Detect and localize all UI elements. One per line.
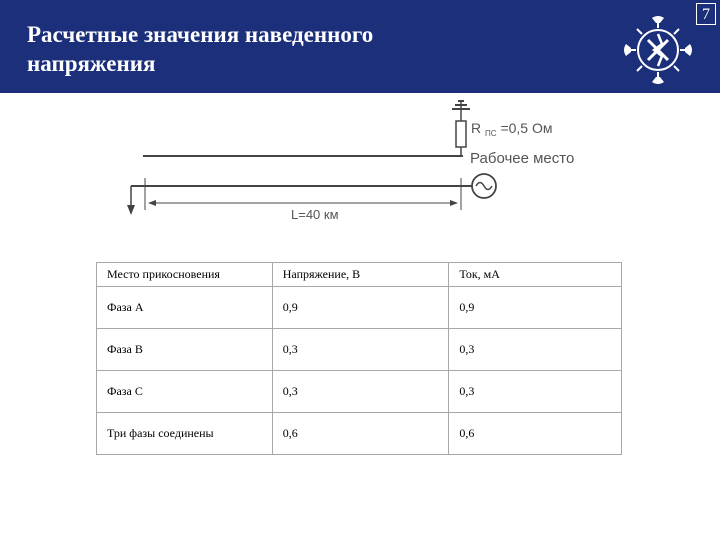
- resistance-label-sub: ПС: [485, 129, 497, 138]
- table-row: [97, 413, 622, 455]
- arrow-down-icon: [127, 186, 135, 215]
- cell-place: Фаза В: [97, 329, 273, 371]
- cell-place: Фаза А: [97, 287, 273, 329]
- length-dimension: [148, 200, 458, 206]
- cell-voltage: 0,6: [272, 413, 449, 455]
- resistance-label-main: R: [471, 120, 482, 136]
- header-current: Ток, мА: [449, 263, 622, 287]
- cell-current: 0,3: [449, 371, 622, 413]
- power-company-logo-icon: [622, 14, 694, 86]
- length-label: L=40 км: [291, 207, 339, 222]
- title-line-1: Расчетные значения наведенного: [27, 22, 374, 47]
- cell-current: 0,3: [449, 329, 622, 371]
- ground-icon: [452, 101, 470, 115]
- header-bar: [0, 0, 720, 93]
- title-line-2: напряжения: [27, 51, 156, 76]
- page-number: 7: [696, 3, 716, 25]
- cell-place: Три фазы соединены: [97, 413, 273, 455]
- cell-current: 0,6: [449, 413, 622, 455]
- table-row: [97, 329, 622, 371]
- cell-current: 0,9: [449, 287, 622, 329]
- cell-voltage: 0,3: [272, 329, 449, 371]
- resistance-label: [471, 120, 552, 139]
- ac-source-icon: [468, 174, 496, 198]
- page-title: [27, 20, 497, 78]
- cell-voltage: 0,3: [272, 371, 449, 413]
- induced-voltage-diagram: [0, 93, 720, 253]
- header-voltage: Напряжение, В: [272, 263, 449, 287]
- cell-voltage: 0,9: [272, 287, 449, 329]
- workplace-label: Рабочее место: [470, 150, 575, 167]
- header-place: Место прикосновения: [97, 263, 273, 287]
- cell-place: Фаза С: [97, 371, 273, 413]
- resistor: [456, 121, 466, 147]
- table-header-row: [97, 263, 622, 287]
- resistance-label-value: =0,5 Ом: [500, 120, 553, 136]
- table-row: [97, 371, 622, 413]
- table-row: [97, 287, 622, 329]
- results-table: [96, 262, 622, 455]
